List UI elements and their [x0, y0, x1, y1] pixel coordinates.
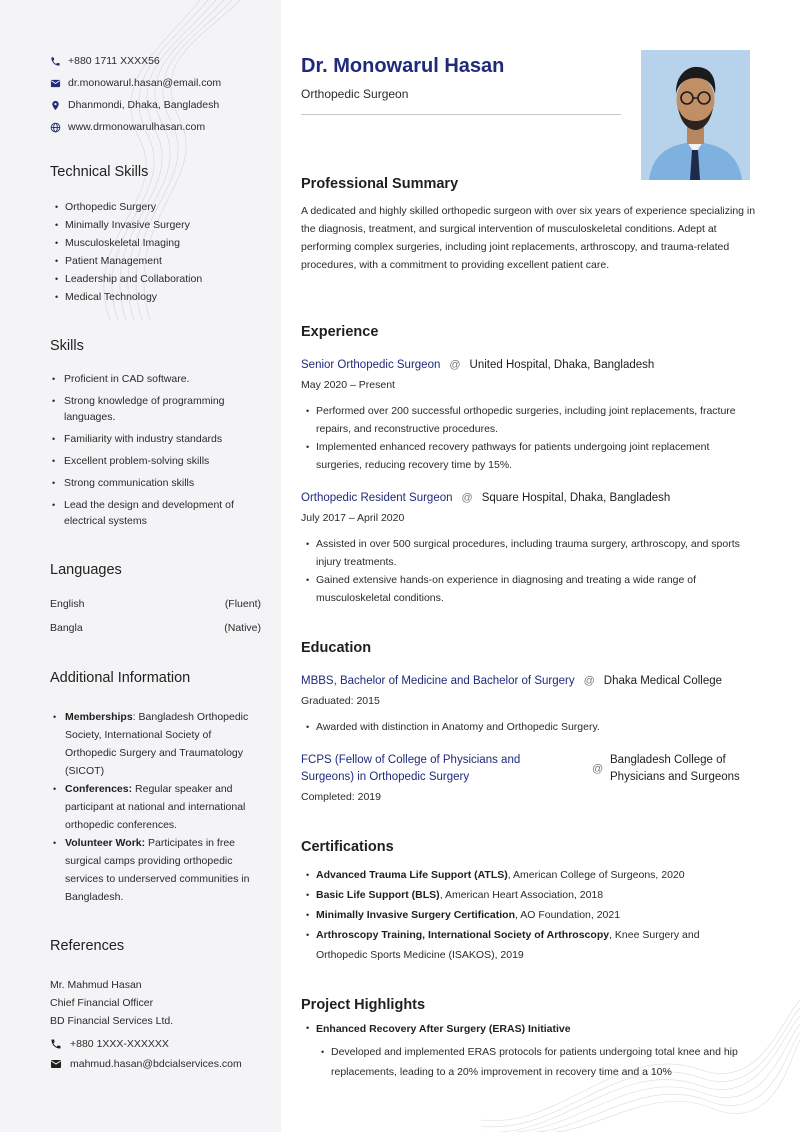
education-header	[301, 675, 722, 687]
cert-details: , American College of Surgeons, 2020	[507, 869, 685, 881]
list-item: • Performed over 200 successful orthopedic surgeries, including joint replacements, fracture repairs, and reconstructive procedures.	[306, 402, 746, 438]
projects-heading: Project Highlights	[301, 997, 426, 1013]
phone-icon	[50, 56, 61, 67]
technical-skills-list	[55, 198, 202, 306]
education-date: Completed: 2019	[301, 791, 381, 803]
cert-name: Arthroscopy Training, International Society of Arthroscopy	[316, 929, 610, 941]
envelope-icon	[50, 1058, 62, 1070]
job-header	[301, 359, 654, 371]
list-item: • Implemented enhanced recovery pathways for patients undergoing joint replacement surgeries, reducing recovery time by 15%.	[306, 438, 746, 474]
list-item: • Proficient in CAD software.	[50, 371, 260, 387]
contact-website[interactable]	[50, 116, 221, 138]
item-text: Bangladesh Orthopedic Society, International Society of Orthopedic Surgery and Traumatology (SICOT)	[65, 711, 249, 777]
additional-info-list	[53, 708, 263, 906]
at-symbol: @	[449, 359, 461, 371]
list-item	[53, 780, 263, 834]
contact-phone[interactable]	[50, 50, 221, 72]
list-item: • Orthopedic Surgery	[55, 198, 202, 216]
profile-photo	[641, 50, 750, 180]
list-item: • Familiarity with industry standards	[50, 431, 260, 447]
item-label: Memberships	[65, 711, 133, 723]
list-item	[53, 708, 263, 780]
job-organization: United Hospital, Dhaka, Bangladesh	[469, 359, 655, 371]
education-bullets	[306, 718, 746, 736]
item-label: Conferences:	[65, 783, 133, 795]
job-dates: May 2020 – Present	[301, 379, 395, 391]
language-level: (Fluent)	[224, 598, 261, 610]
reference-name: Mr. Mahmud Hasan	[50, 979, 142, 991]
education-date: Graduated: 2015	[301, 695, 380, 707]
job-title: Orthopedic Resident Surgeon	[301, 492, 453, 504]
portrait-illustration	[641, 50, 750, 180]
list-item: • Gained extensive hands-on experience in diagnosing and treating a wide range of musculoskeletal conditions.	[306, 571, 746, 607]
cert-details: , American Heart Association, 2018	[439, 889, 604, 901]
language-row	[50, 622, 261, 634]
globe-icon	[50, 122, 61, 133]
list-item: • Awarded with distinction in Anatomy and Orthopedic Surgery.	[306, 718, 746, 736]
contact-info	[50, 50, 221, 138]
reference-email[interactable]	[50, 1058, 242, 1070]
certifications-list	[306, 865, 746, 965]
cert-name: Advanced Trauma Life Support (ATLS)	[316, 869, 508, 881]
language-name: English	[50, 598, 85, 610]
header-divider	[301, 114, 621, 115]
list-item	[306, 905, 746, 925]
references-heading: References	[50, 938, 125, 954]
language-name: Bangla	[50, 622, 83, 634]
skills-list	[50, 371, 260, 535]
at-symbol: @	[461, 492, 473, 504]
list-item: • Leadership and Collaboration	[55, 270, 202, 288]
list-item: • Lead the design and development of electrical systems	[50, 497, 260, 529]
list-item	[306, 925, 746, 965]
experience-heading: Experience	[301, 324, 379, 340]
job-bullets	[306, 402, 746, 474]
project-bullets	[321, 1042, 761, 1082]
cert-name: Basic Life Support (BLS)	[316, 889, 440, 901]
item-label: Volunteer Work:	[65, 837, 146, 849]
item-text: Regular speaker and participant at national and international orthopedic conferences.	[65, 783, 246, 831]
candidate-title: Orthopedic Surgeon	[301, 87, 409, 101]
list-item: • Medical Technology	[55, 288, 202, 306]
list-item: • Strong knowledge of programming languages.	[50, 393, 260, 425]
list-item: • Musculoskeletal Imaging	[55, 234, 202, 252]
cert-details: , Knee Surgery and Orthopedic Sports Medicine (ISAKOS), 2019	[316, 929, 700, 961]
list-item	[306, 865, 746, 885]
reference-role: Chief Financial Officer	[50, 997, 154, 1009]
at-symbol: @	[583, 675, 595, 687]
list-item: • Minimally Invasive Surgery	[55, 216, 202, 234]
reference-company: BD Financial Services Ltd.	[50, 1015, 174, 1027]
list-item: • Assisted in over 500 surgical procedures, including trauma surgery, arthroscopy, and sports injury treatments.	[306, 535, 746, 571]
reference-phone[interactable]	[50, 1038, 169, 1050]
languages-heading: Languages	[50, 562, 122, 578]
list-item: • Strong communication skills	[50, 475, 260, 491]
summary-text: A dedicated and highly skilled orthopedic surgeon with over six years of experience specializing in the diagnosis, treatment, and surgical intervention of musculoskeletal conditions. Adept at performing complex surgeries, including joint replacements, arthroscopy, and trauma-related procedures, with a commitment to providing excellent patient care.	[301, 205, 756, 271]
language-level: (Native)	[224, 622, 261, 634]
location-pin-icon	[50, 100, 61, 111]
job-header	[301, 492, 670, 504]
cert-name: Minimally Invasive Surgery Certification	[316, 909, 515, 921]
candidate-name: Dr. Monowarul Hasan	[301, 55, 505, 77]
skills-heading: Skills	[50, 338, 84, 354]
reference-email-text: mahmud.hasan@bdcialservices.com	[70, 1058, 242, 1070]
envelope-icon	[50, 78, 61, 89]
list-item: • Patient Management	[55, 252, 202, 270]
contact-email[interactable]	[50, 72, 221, 94]
contact-phone-text: +880 1711 XXXX56	[68, 55, 160, 67]
phone-icon	[50, 1038, 62, 1050]
list-item	[306, 885, 746, 905]
technical-skills-heading: Technical Skills	[50, 164, 149, 180]
job-organization: Square Hospital, Dhaka, Bangladesh	[481, 492, 671, 504]
additional-info-heading: Additional Information	[50, 670, 191, 686]
degree-title: FCPS (Fellow of College of Physicians and Surgeons) in Orthopedic Surgery	[301, 754, 521, 783]
item-separator: :	[132, 711, 136, 723]
list-item: • Developed and implemented ERAS protocols for patients undergoing total knee and hip replacements, leading to a 20% improvement in recovery time and a 10%	[321, 1042, 761, 1082]
reference-phone-text: +880 1XXX-XXXXXX	[70, 1038, 169, 1050]
degree-title: MBBS, Bachelor of Medicine and Bachelor of Surgery	[301, 675, 575, 687]
job-title: Senior Orthopedic Surgeon	[301, 359, 441, 371]
at-symbol: @	[592, 763, 604, 775]
certifications-heading: Certifications	[301, 839, 394, 855]
education-heading: Education	[301, 640, 372, 656]
list-item: • Excellent problem-solving skills	[50, 453, 260, 469]
project-title: • Enhanced Recovery After Surgery (ERAS) Initiative	[306, 1023, 571, 1035]
list-item	[53, 834, 263, 906]
contact-email-text: dr.monowarul.hasan@email.com	[68, 77, 222, 89]
contact-location-text: Dhanmondi, Dhaka, Bangladesh	[68, 99, 220, 111]
school-name: Bangladesh College of Physicians and Surgeons	[610, 754, 740, 783]
contact-location	[50, 94, 221, 116]
job-dates: July 2017 – April 2020	[301, 512, 405, 524]
language-row	[50, 598, 261, 610]
item-text: Participates in free surgical camps providing orthopedic services to underserved communities in Bangladesh.	[65, 837, 250, 903]
school-name: Dhaka Medical College	[603, 675, 723, 687]
sidebar	[0, 0, 281, 1132]
summary-heading: Professional Summary	[301, 176, 459, 192]
contact-website-text: www.drmonowarulhasan.com	[68, 121, 206, 133]
job-bullets	[306, 535, 746, 607]
cert-details: , AO Foundation, 2021	[514, 909, 621, 921]
main-content	[281, 0, 800, 1132]
